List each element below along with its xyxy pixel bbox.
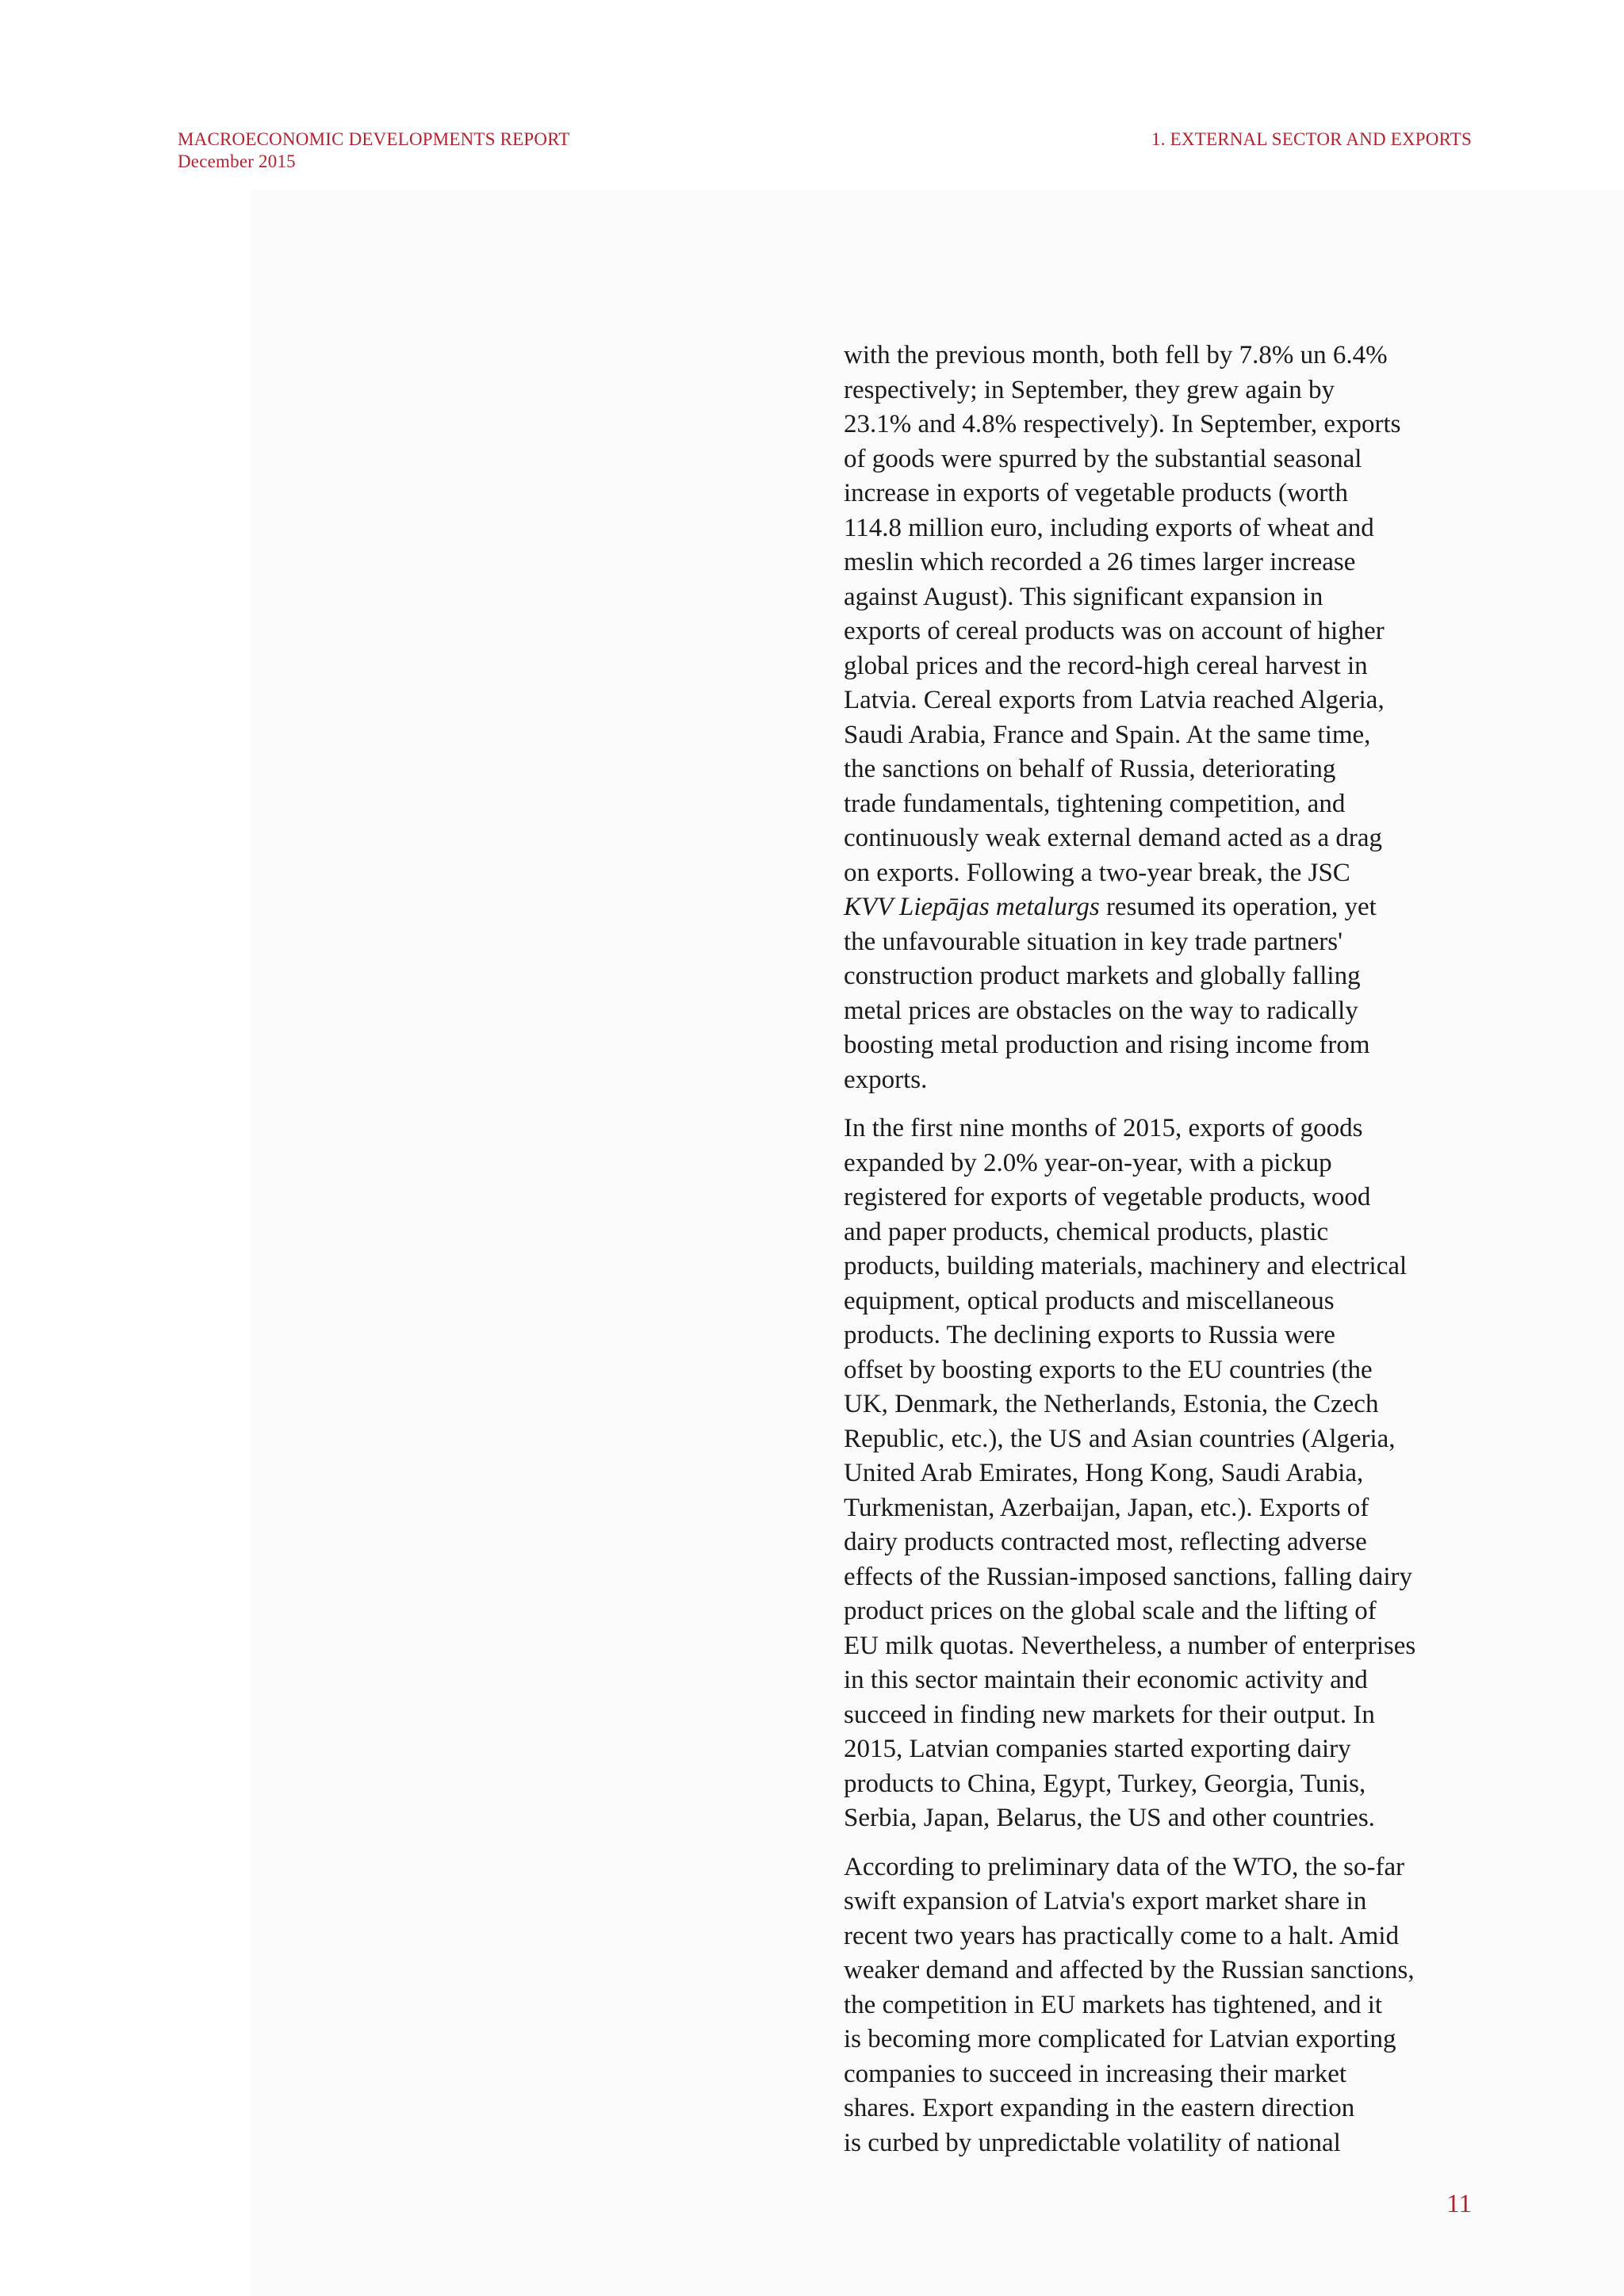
text-line: swift expansion of Latvia's export market share in — [844, 1887, 1367, 1915]
text-line: global prices and the record-high cereal harvest in — [844, 651, 1368, 680]
running-header-left — [178, 128, 570, 173]
text-line: weaker demand and affected by the Russian sanctions, — [844, 1956, 1415, 1984]
page-number: 11 — [1446, 2190, 1472, 2218]
text-line: with the previous month, both fell by 7.8% un 6.4% — [844, 341, 1388, 369]
text-line: the sanctions on behalf of Russia, deteriorating — [844, 755, 1336, 783]
text-line: of goods were spurred by the substantial seasonal — [844, 444, 1362, 473]
text-line: Latvia. Cereal exports from Latvia reached Algeria, — [844, 686, 1385, 714]
text-line: exports of cereal products was on account of higher — [844, 617, 1385, 645]
text-line: respectively; in September, they grew again by — [844, 375, 1335, 404]
text-line: In the first nine months of 2015, exports of goods — [844, 1114, 1363, 1142]
text-line: Republic, etc.), the US and Asian countries (Algeria, — [844, 1424, 1396, 1453]
text-line: on exports. Following a two-year break, the JSC — [844, 858, 1350, 887]
text-line: UK, Denmark, the Netherlands, Estonia, the Czech — [844, 1390, 1379, 1418]
text-line: the unfavourable situation in key trade partners' — [844, 927, 1343, 956]
text-line: registered for exports of vegetable products, wood — [844, 1183, 1371, 1211]
report-title: MACROECONOMIC DEVELOPMENTS REPORT — [178, 129, 570, 149]
paragraph-2 — [844, 1112, 1478, 1836]
text-line: trade fundamentals, tightening competition, and — [844, 789, 1346, 818]
text-line: metal prices are obstacles on the way to radically — [844, 996, 1358, 1025]
text-line: is becoming more complicated for Latvian exporting — [844, 2025, 1396, 2053]
text-line: Turkmenistan, Azerbaijan, Japan, etc.). Exports of — [844, 1493, 1369, 1522]
text-line: shares. Export expanding in the eastern direction — [844, 2094, 1355, 2122]
text-line: expanded by 2.0% year-on-year, with a pickup — [844, 1148, 1332, 1177]
text-line: dairy products contracted most, reflecting adverse — [844, 1528, 1367, 1556]
text-line: construction product markets and globally falling — [844, 962, 1361, 990]
text-line: the competition in EU markets has tightened, and it — [844, 1990, 1383, 2019]
text-line: exports. — [844, 1065, 928, 1094]
running-header-right — [1151, 128, 1472, 151]
paragraph-1 — [844, 339, 1478, 1097]
text-line: companies to succeed in increasing their market — [844, 2059, 1347, 2088]
report-date: December 2015 — [178, 151, 296, 171]
text-line: EU milk quotas. Nevertheless, a number of enterprises — [844, 1631, 1416, 1660]
text-line: effects of the Russian-imposed sanctions, falling dairy — [844, 1562, 1412, 1591]
text-line — [844, 890, 1478, 925]
section-title: 1. EXTERNAL SECTOR AND EXPORTS — [1151, 129, 1472, 149]
text-line: product prices on the global scale and the lifting of — [844, 1597, 1377, 1625]
text-line: Saudi Arabia, France and Spain. At the same time, — [844, 720, 1371, 749]
text-line: increase in exports of vegetable products (worth — [844, 479, 1348, 507]
text-line: offset by boosting exports to the EU countries (the — [844, 1355, 1373, 1384]
text-line: succeed in finding new markets for their output. In — [844, 1700, 1375, 1729]
text-line: Serbia, Japan, Belarus, the US and other countries. — [844, 1804, 1375, 1832]
company-name-italic: KVV Liepājas metalurgs — [844, 893, 1100, 921]
text-fragment: resumed its operation, yet — [1099, 893, 1377, 921]
text-line: 2015, Latvian companies started exporting dairy — [844, 1735, 1351, 1763]
text-line: and paper products, chemical products, plastic — [844, 1217, 1329, 1246]
text-line: products, building materials, machinery and electrical — [844, 1252, 1408, 1280]
body-text-column — [844, 339, 1478, 2175]
text-line: is curbed by unpredictable volatility of national — [844, 2128, 1341, 2157]
text-line: products to China, Egypt, Turkey, Georgia, Tunis, — [844, 1769, 1366, 1798]
text-line: boosting metal production and rising income from — [844, 1031, 1370, 1059]
text-line: According to preliminary data of the WTO, the so-far — [844, 1852, 1405, 1881]
text-line: against August). This significant expansion in — [844, 582, 1323, 611]
text-line: 23.1% and 4.8% respectively). In September, exports — [844, 410, 1401, 438]
text-line: 114.8 million euro, including exports of wheat and — [844, 513, 1374, 542]
paragraph-3 — [844, 1850, 1478, 2161]
text-line: continuously weak external demand acted as a drag — [844, 824, 1382, 852]
text-line: United Arab Emirates, Hong Kong, Saudi Arabia, — [844, 1459, 1364, 1487]
text-line: meslin which recorded a 26 times larger increase — [844, 548, 1356, 576]
text-line: in this sector maintain their economic activity and — [844, 1666, 1368, 1694]
text-line: products. The declining exports to Russia were — [844, 1321, 1335, 1349]
text-line: equipment, optical products and miscellaneous — [844, 1286, 1335, 1315]
text-line: recent two years has practically come to a halt. Amid — [844, 1921, 1400, 1950]
